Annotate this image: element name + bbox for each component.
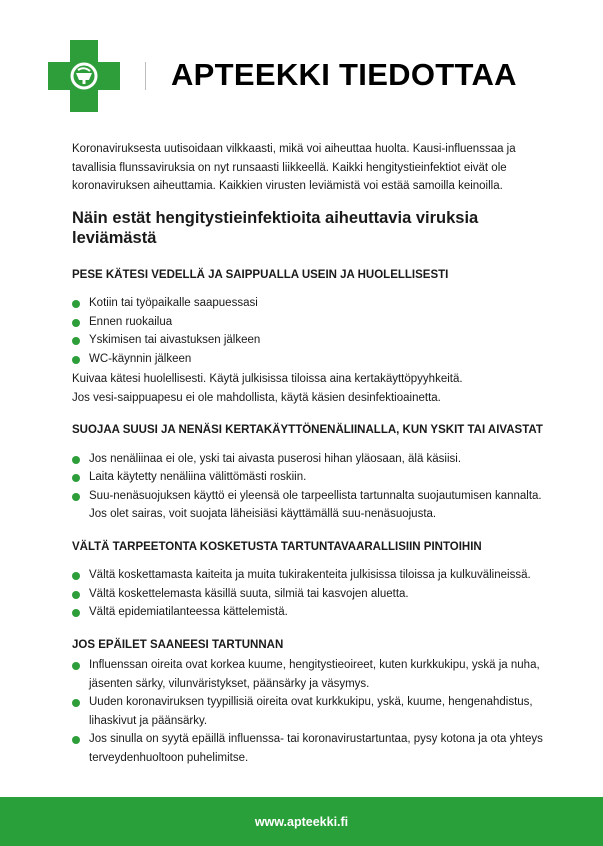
bullet-list [72,294,562,368]
list-item: Ennen ruokailua [72,313,562,332]
section-avoid-surfaces [72,538,562,622]
header-divider [145,62,146,90]
list-item: Yskimisen tai aivastuksen jälkeen [72,331,562,350]
bullet-icon [72,493,80,501]
bullet-icon [72,319,80,327]
list-item: Vältä epidemiatilanteessa kättelemistä. [72,603,562,622]
main-content [72,140,562,781]
bullet-list [72,450,562,524]
bullet-icon [72,662,80,670]
list-item: Laita käytetty nenäliina välittömästi roskiin. [72,468,562,487]
list-item: Uuden koronaviruksen tyypillisiä oireita ovat kurkkukipu, yskä, kuume, hengenahdistus, lihaskivut ja päänsärky. [72,693,562,730]
bullet-icon [72,609,80,617]
bullet-icon [72,591,80,599]
subtitle: Näin estät hengitystieinfektioita aiheuttavia viruksia leviämästä [72,208,479,247]
header [48,40,568,115]
website-link[interactable]: www.apteekki.fi [254,814,349,829]
list-item: Influenssan oireita ovat korkea kuume, hengitystieoireet, kuten kurkkukipu, yskä ja nuha, jäsenten särky, vilunväristykset, päänsärky ja väsymys. [72,656,562,693]
bullet-icon [72,572,80,580]
bullet-icon [72,699,80,707]
list-item: Vältä koskettelemasta käsillä suuta, silmiä tai kasvojen aluetta. [72,585,562,604]
section-note: Kuivaa kätesi huolellisesti. Käytä julkisissa tiloissa aina kertakäyttöpyyhkeitä. Jos vesi-saippuapesu ei ole mahdollista, käytä käsien desinfektioainetta. [72,373,463,404]
footer-bar [0,797,603,846]
section-title: VÄLTÄ TARPEETONTA KOSKETUSTA TARTUNTAVAARALLISIIN PINTOIHIN [72,540,482,553]
list-item: Vältä koskettamasta kaiteita ja muita tukirakenteita julkisissa tiloissa ja kulkuvälineissä. [72,566,562,585]
list-item: Jos nenäliinaa ei ole, yski tai aivasta puserosi hihan yläosaan, älä käsiisi. [72,450,562,469]
bullet-icon [72,337,80,345]
section-title: SUOJAA SUUSI JA NENÄSI KERTAKÄYTTÖNENÄLIINALLA, KUN YSKIT TAI AIVASTAT [72,424,543,436]
intro-paragraph: Koronaviruksesta uutisoidaan vilkkaasti, mikä voi aiheuttaa huolta. Kausi-influenssaa ja tavallisia flunssaviruksia on nyt runsaasti liikkeellä. Kaikki hengitystieinfektiot eivät ole koronaviruksen aiheuttamia. Kaikkien virusten leviämistä voi estää samoilla keinoilla. [72,143,516,192]
list-item: Jos sinulla on syytä epäillä influenssa- tai koronavirustartuntaa, pysy kotona ja ota yhteys terveydenhuoltoon puhelimitse. [72,730,562,767]
section-hand-washing [72,266,562,408]
list-item: WC-käynnin jälkeen [72,350,562,369]
section-cover-mouth [72,421,562,524]
bullet-icon [72,300,80,308]
section-title: PESE KÄTESI VEDELLÄ JA SAIPPUALLA USEIN JA HUOLELLISESTI [72,268,449,281]
section-suspected-infection [72,636,562,768]
page-title: APTEEKKI TIEDOTTAA [171,57,517,92]
bullet-list [72,656,562,767]
bullet-icon [72,736,80,744]
list-item: Suu-nenäsuojuksen käyttö ei yleensä ole tarpeellista tartunnalta suojautumisen kannalta. Jos olet sairas, voit suojata läheisiäsi käyttämällä suu-nenäsuojusta. [72,487,562,524]
pharmacy-cross-icon [48,40,120,112]
section-title: JOS EPÄILET SAANEESI TARTUNNAN [72,638,284,651]
list-item: Kotiin tai työpaikalle saapuessasi [72,294,562,313]
bullet-icon [72,456,80,464]
bullet-icon [72,356,80,364]
bullet-icon [72,474,80,482]
bullet-list [72,566,562,622]
